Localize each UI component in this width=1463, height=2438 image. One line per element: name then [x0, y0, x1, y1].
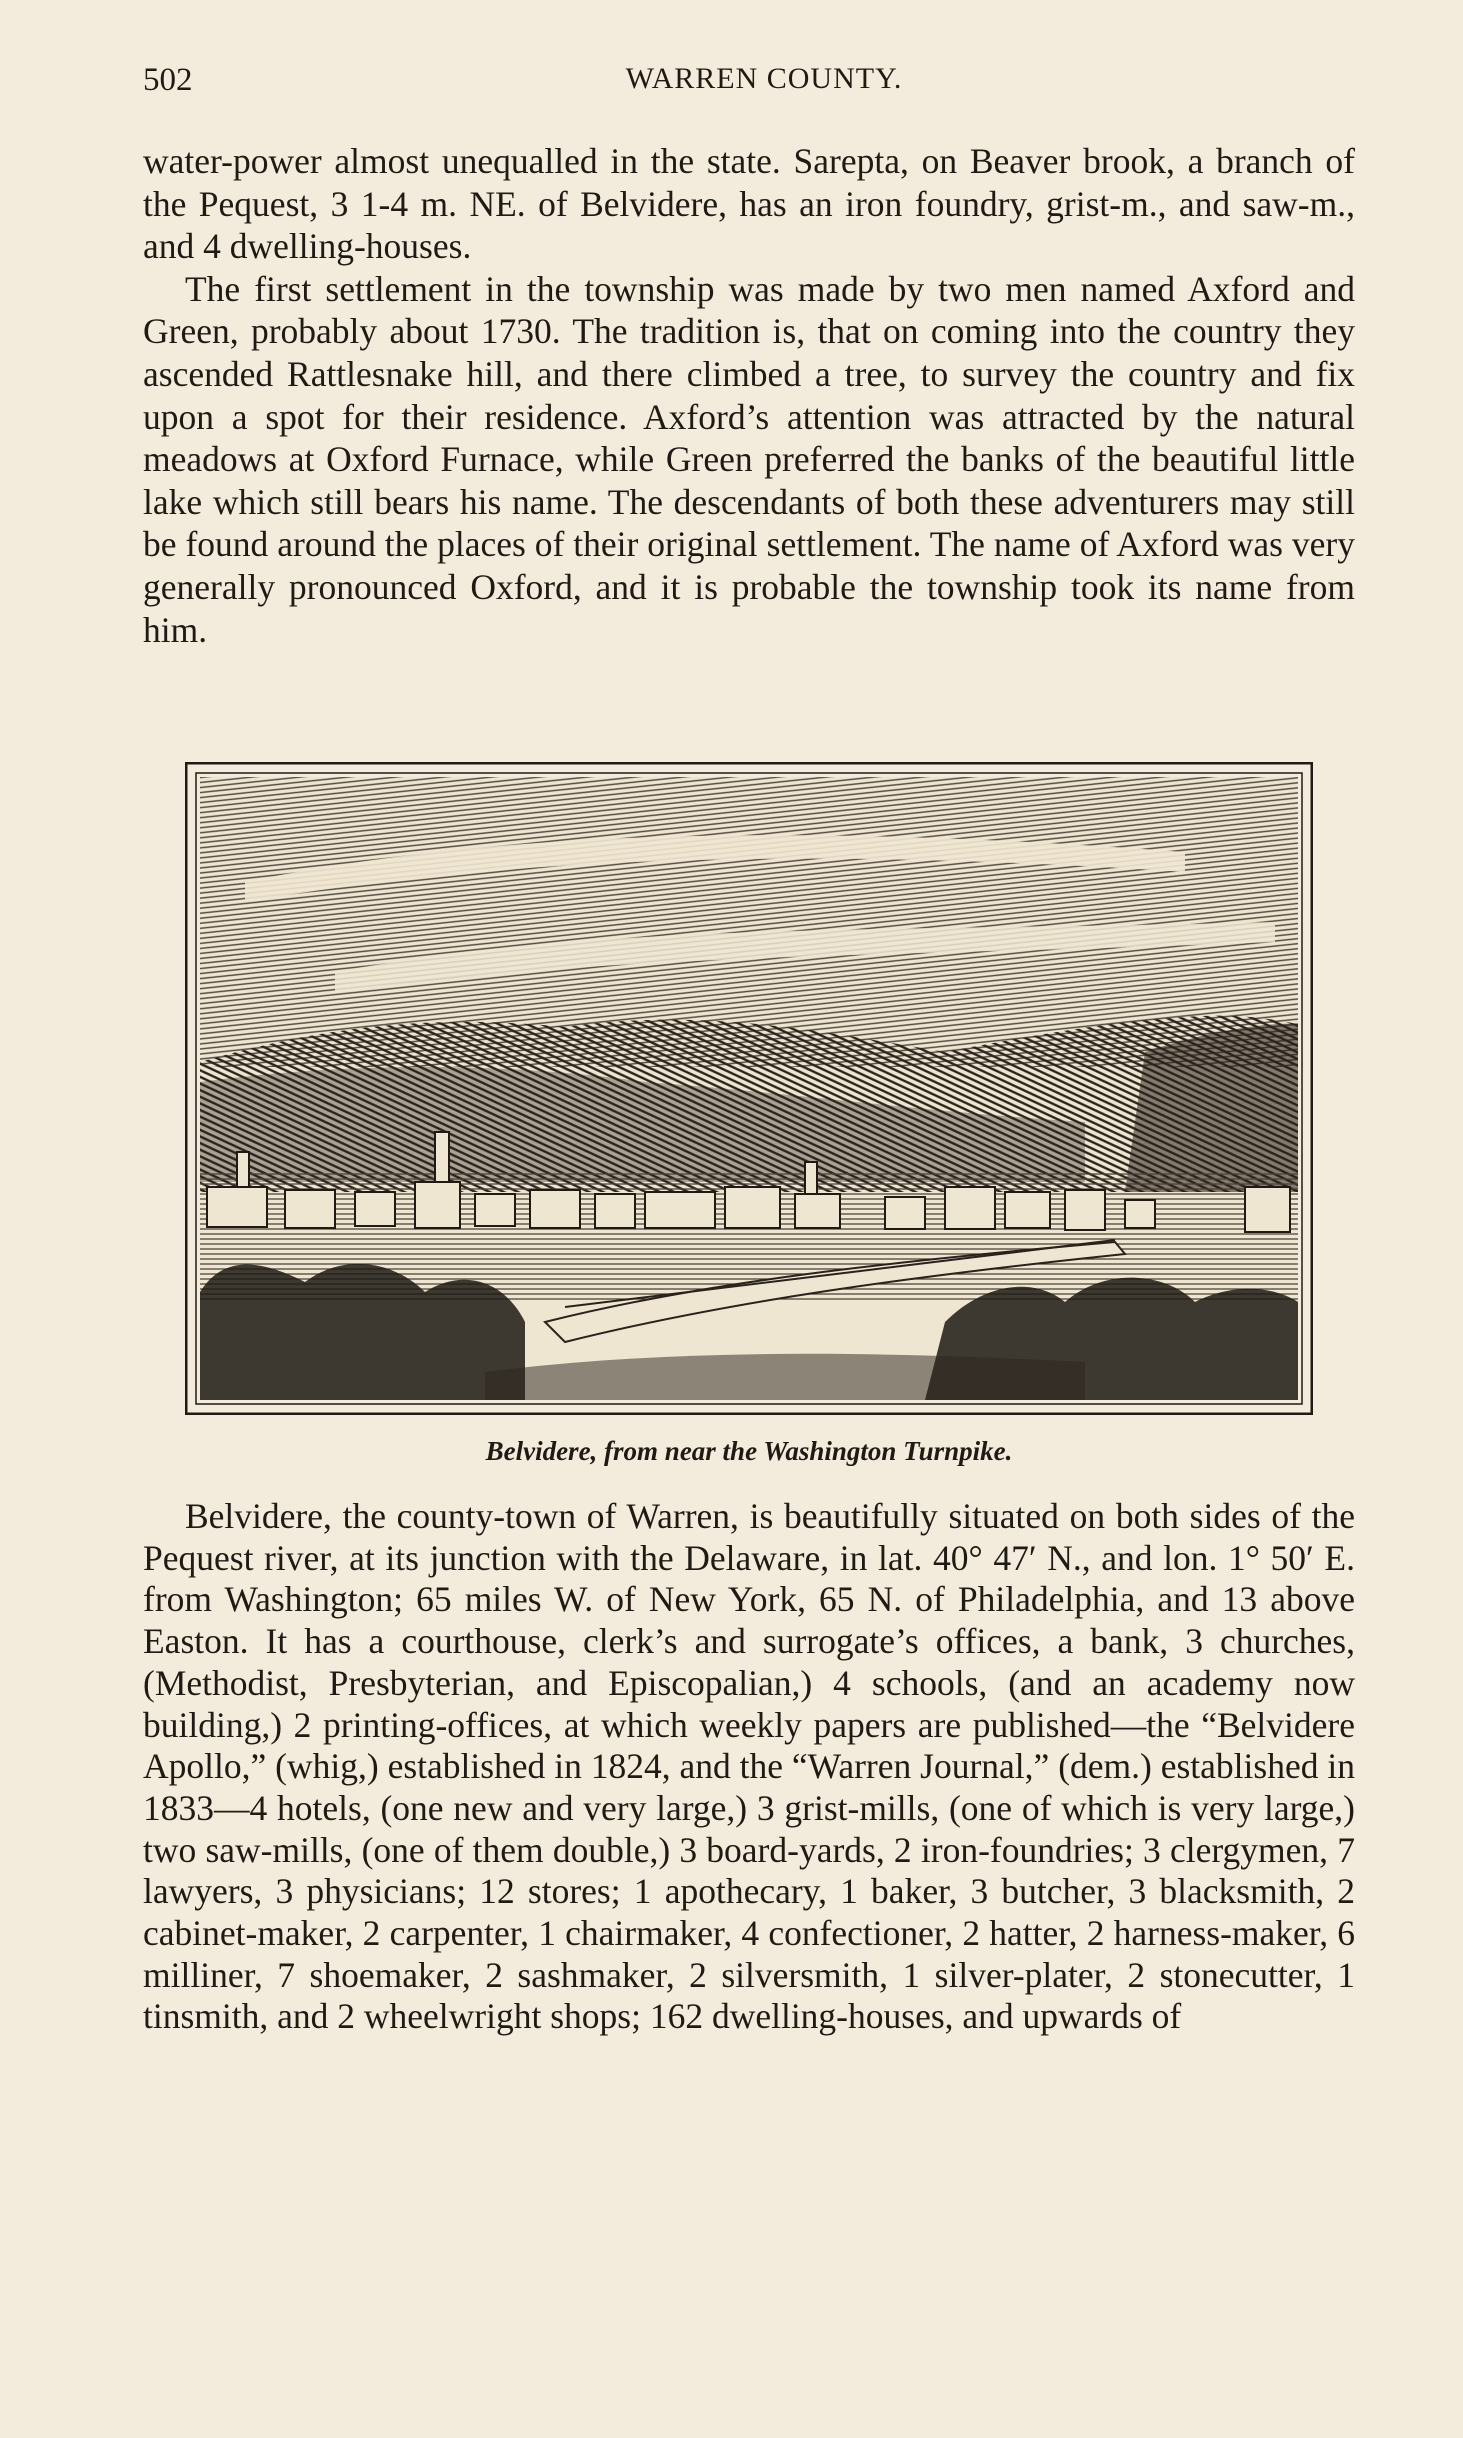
engraving-illustration — [185, 762, 1313, 1415]
paragraph-belvidere: Belvidere, the county-town of Warren, is beautifully situated on both sides of the Pequest river, at its junction with the Delaware, in lat. 40° 47′ N., and lon. 1° 50′ E. from Washington; 65 miles W. of New York, 65 N. of Philadelphia, and 13 above Easton. It has a courthouse, clerk’s and surrogate’s offices, a bank, 3 churches, (Methodist, Presbyterian, and Episcopalian,) 4 schools, (and an academy now building,) 2 printing-offices, at which weekly papers are published—the “Belvidere Apollo,” (whig,) established in 1824, and the “Warren Journal,” (dem.) established in 1833—4 hotels, (one new and very large,) 3 grist-mills, (one of which is very large,) two saw-mills, (one of them double,) 3 board-yards, 2 iron-foundries; 3 clergymen, 7 lawyers, 3 physicians; 12 stores; 1 apothecary, 1 baker, 3 butcher, 3 blacksmith, 2 cabinet-maker, 2 carpenter, 1 chairmaker, 4 confectioner, 2 hatter, 2 harness-maker, 6 milliner, 7 shoemaker, 2 sashmaker, 2 silversmith, 1 silver-plater, 2 stonecutter, 1 tinsmith, and 2 wheelwright shops; 162 dwelling-houses, and upwards of — [143, 1496, 1355, 2037]
figure-caption: Belvidere, from near the Washington Turnpike. — [485, 1436, 1013, 1466]
page-number: 502 — [143, 62, 193, 98]
opening-text — [143, 140, 1355, 651]
page-header — [143, 62, 1355, 112]
paragraph-settlement: The first settlement in the township was made by two men named Axford and Green, probably about 1730. The tradition is, that on coming into the country they ascended Rattlesnake hill, and there climbed a tree, to survey the country and fix upon a spot for their residence. Axford’s attention was attracted by the natural meadows at Oxford Furnace, while Green preferred the banks of the beautiful little lake which still bears his name. The descendants of both these adventurers may still be found around the places of their original settlement. The name of Axford was very generally pronounced Oxford, and it is probable the township took its name from him. — [143, 268, 1355, 650]
paragraph-continued: water-power almost unequalled in the state. Sarepta, on Beaver brook, a branch of the Pequest, 3 1-4 m. NE. of Belvidere, has an iron foundry, grist-m., and saw-m., and 4 dwelling-houses. — [143, 141, 1355, 267]
running-head: WARREN COUNTY. — [625, 62, 903, 95]
engraving-belvidere — [185, 762, 1313, 1415]
